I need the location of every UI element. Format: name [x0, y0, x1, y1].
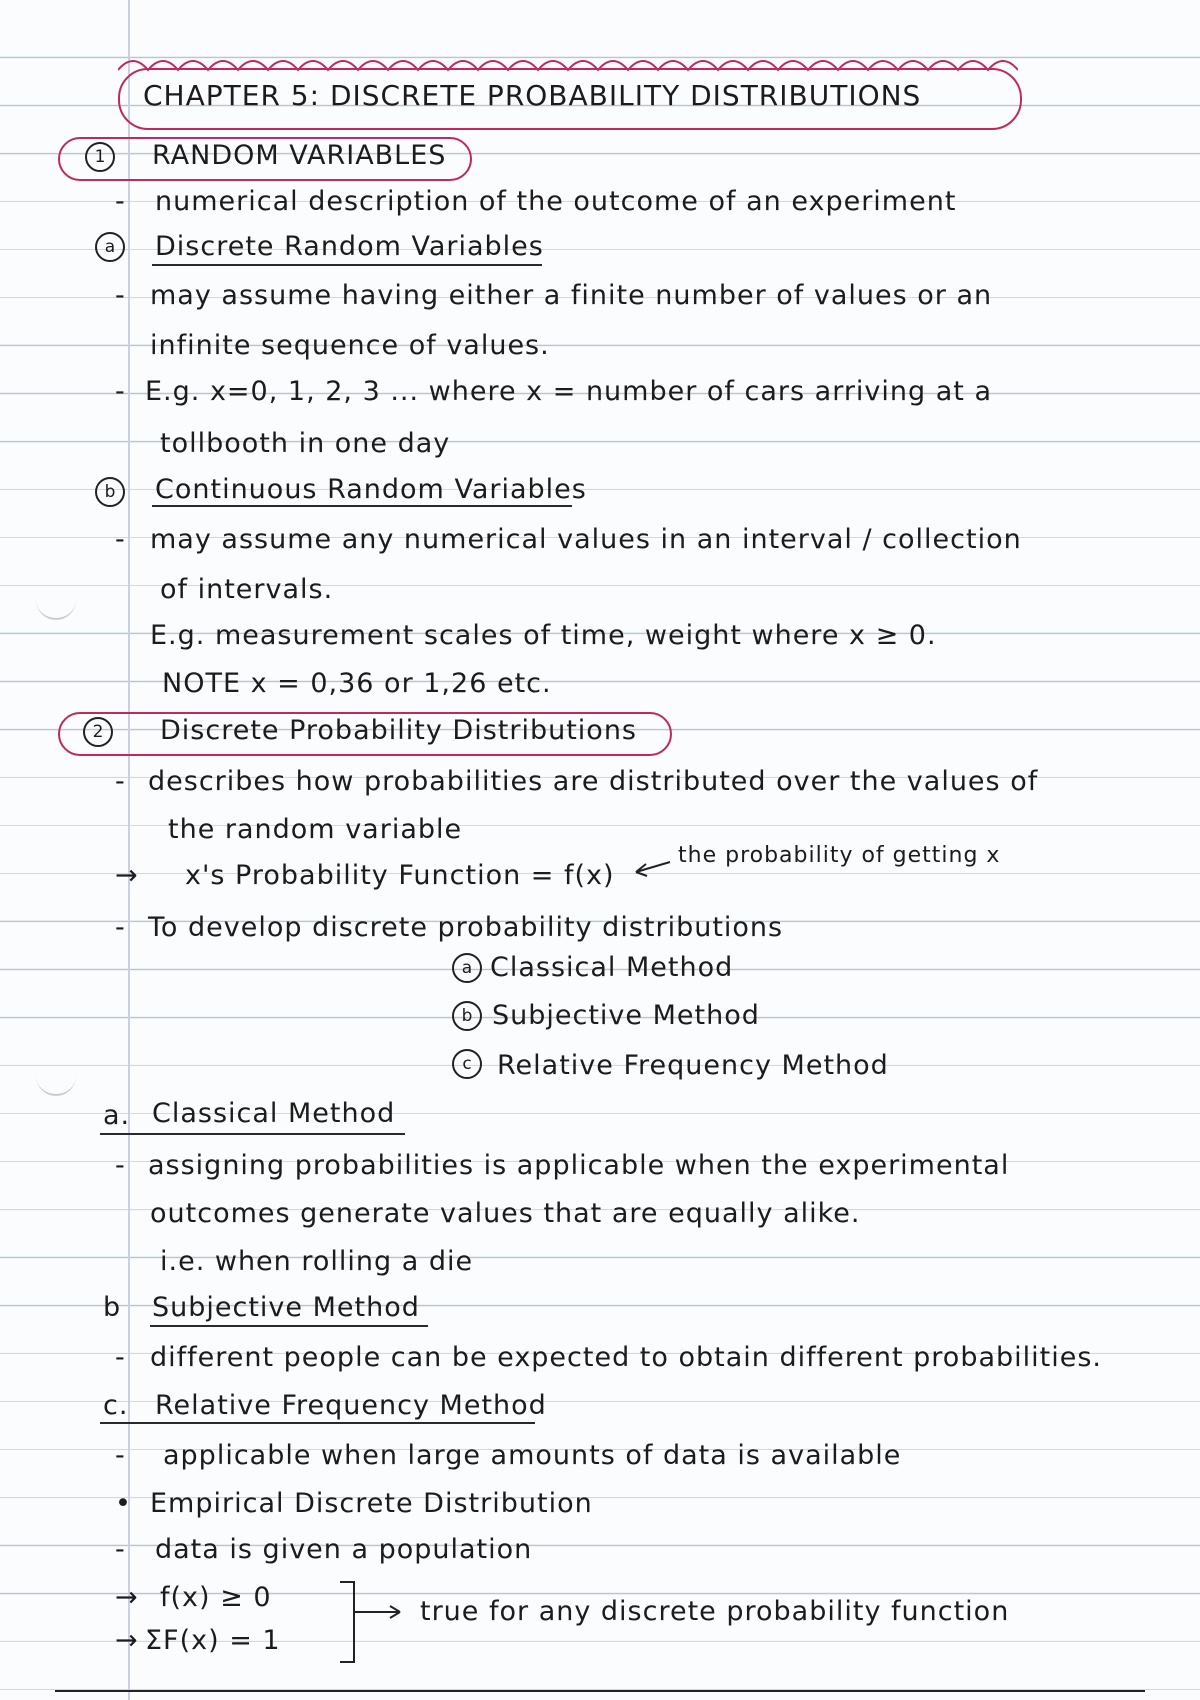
- method-a-circle: a: [452, 953, 482, 983]
- empirical-distribution: Empirical Discrete Distribution: [150, 1488, 593, 1519]
- classical-example: i.e. when rolling a die: [160, 1246, 474, 1277]
- section1-number-circle: 1: [85, 142, 115, 172]
- section2-heading: Discrete Probability Distributions: [160, 715, 637, 746]
- dot-bullet: •: [115, 1488, 131, 1519]
- continuous-rv-example: E.g. measurement scales of time, weight where x ≥ 0.: [150, 620, 937, 651]
- relative-line-1: applicable when large amounts of data is available: [163, 1440, 902, 1471]
- develop-distributions-line: To develop discrete probability distributions: [148, 912, 784, 943]
- distribution-definition-1: describes how probabilities are distributed over the values of: [148, 766, 1039, 797]
- subsection-b-circle: b: [95, 477, 125, 507]
- dash-bullet: -: [115, 186, 125, 217]
- probability-function-note: the probability of getting x: [678, 843, 1001, 868]
- arrow-bullet: →: [115, 860, 138, 891]
- condition-bracket: [338, 1578, 408, 1668]
- discrete-rv-line-2: infinite sequence of values.: [150, 330, 550, 361]
- relative-heading: Relative Frequency Method: [155, 1390, 547, 1421]
- margin-line: [128, 0, 130, 1700]
- condition-sum-one: ΣF(x) = 1: [145, 1625, 281, 1656]
- random-variable-definition: numerical description of the outcome of an experiment: [155, 186, 957, 217]
- dash-bullet: -: [115, 1150, 125, 1181]
- discrete-rv-line-1: may assume having either a finite number of values or an: [150, 280, 993, 311]
- classical-line-2: outcomes generate values that are equally alike.: [150, 1198, 861, 1229]
- dash-bullet: -: [115, 376, 125, 407]
- subjective-label: b: [103, 1292, 122, 1323]
- method-c-circle: c: [452, 1049, 482, 1079]
- binder-hole: [36, 1074, 76, 1096]
- method-list-classical: Classical Method: [490, 952, 734, 983]
- continuous-rv-line-1: may assume any numerical values in an interval / collection: [150, 524, 1022, 555]
- distribution-definition-2: the random variable: [168, 814, 463, 845]
- continuous-rv-note: NOTE x = 0,36 or 1,26 etc.: [162, 668, 552, 699]
- section2-number-circle: 2: [83, 717, 113, 747]
- heading-underline: [100, 1422, 535, 1424]
- method-list-relative: Relative Frequency Method: [497, 1050, 889, 1081]
- subsection-a-circle: a: [95, 232, 125, 262]
- data-population-line: data is given a population: [155, 1534, 533, 1565]
- continuous-rv-heading: Continuous Random Variables: [155, 474, 587, 505]
- dash-bullet: -: [115, 766, 125, 797]
- heading-underline: [100, 1133, 405, 1135]
- dash-bullet: -: [115, 524, 125, 555]
- subjective-line-1: different people can be expected to obtain different probabilities.: [150, 1342, 1102, 1373]
- continuous-rv-line-2: of intervals.: [160, 574, 334, 605]
- page-title: CHAPTER 5: DISCRETE PROBABILITY DISTRIBUTIONS: [143, 79, 922, 112]
- classical-heading: Classical Method: [152, 1098, 396, 1129]
- page-bottom-rule: [55, 1690, 1145, 1692]
- method-list-subjective: Subjective Method: [492, 1000, 760, 1031]
- arrow-bullet: →: [115, 1625, 138, 1656]
- title-cloud-scallops: [118, 52, 1018, 72]
- dash-bullet: -: [115, 1342, 125, 1373]
- arrow-bullet: →: [115, 1582, 138, 1613]
- section1-heading: RANDOM VARIABLES: [152, 140, 447, 171]
- condition-note: true for any discrete probability function: [420, 1596, 1010, 1627]
- heading-underline: [150, 1325, 428, 1327]
- discrete-rv-heading: Discrete Random Variables: [155, 231, 544, 262]
- probability-function-line: x's Probability Function = f(x): [185, 860, 615, 891]
- condition-nonnegative: f(x) ≥ 0: [160, 1582, 272, 1613]
- annotation-arrow: [632, 858, 672, 878]
- dash-bullet: -: [115, 1534, 125, 1565]
- heading-underline: [152, 505, 572, 507]
- heading-underline: [152, 264, 542, 266]
- relative-label: c.: [103, 1390, 129, 1421]
- dash-bullet: -: [115, 280, 125, 311]
- classical-label: a.: [103, 1100, 131, 1131]
- classical-line-1: assigning probabilities is applicable when the experimental: [148, 1150, 1010, 1181]
- dash-bullet: -: [115, 912, 125, 943]
- binder-hole: [36, 598, 76, 620]
- dash-bullet: -: [115, 1440, 125, 1471]
- method-b-circle: b: [452, 1001, 482, 1031]
- discrete-rv-example-cont: tollbooth in one day: [160, 428, 451, 459]
- discrete-rv-example: E.g. x=0, 1, 2, 3 ... where x = number of cars arriving at a: [145, 376, 992, 407]
- subjective-heading: Subjective Method: [152, 1292, 420, 1323]
